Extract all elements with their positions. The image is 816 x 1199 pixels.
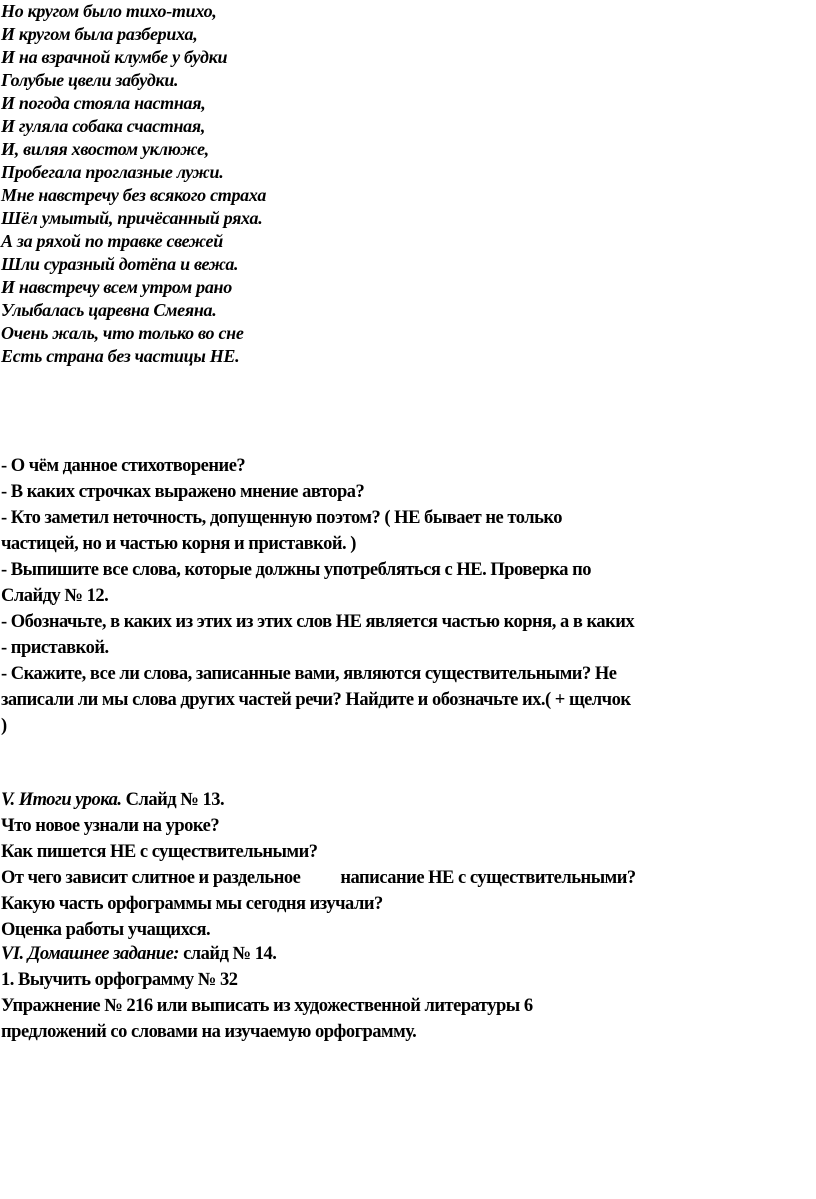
poem-line: И на взрачной клумбе у будки (1, 47, 228, 67)
section-line: Оценка работы учащихся. (1, 920, 211, 940)
section-results (1, 787, 813, 943)
section-heading-number: V. Итоги урока. (1, 790, 122, 810)
poem-line: И кругом была разбериха, (1, 24, 198, 44)
section-heading-slide: Слайд № 13. (121, 790, 225, 810)
poem-line: Шли суразный дотёпа и вежа. (1, 254, 239, 274)
question-line: записали ли мы слова других частей речи? Найдите и обозначьте их.( + щелчок (1, 690, 631, 710)
section-homework (1, 941, 813, 1045)
section-heading-number: VI. Домашнее задание: (1, 944, 179, 964)
poem-line: Но кругом было тихо-тихо, (1, 1, 217, 21)
question-line: - Скажите, все ли слова, записанные вами, являются существительными? Не (1, 664, 617, 684)
question-line: - Выпишите все слова, которые должны употребляться с НЕ. Проверка по (1, 560, 591, 580)
poem-line: И навстречу всем утром рано (1, 277, 232, 297)
question-line: - В каких строчках выражено мнение автора? (1, 482, 365, 502)
question-line: - Кто заметил неточность, допущенную поэтом? ( НЕ бывает не только (1, 508, 563, 528)
section-heading-slide: слайд № 14. (178, 944, 277, 964)
questions-block (1, 453, 813, 739)
section-line: Упражнение № 216 или выписать из художественной литературы 6 (1, 996, 533, 1016)
poem-line: А за ряхой по травке свежей (1, 231, 223, 251)
question-line: - Обозначьте, в каких из этих из этих слов НЕ является частью корня, а в каких (1, 612, 635, 632)
section-line (1, 865, 813, 891)
poem-line: И погода стояла настная, (1, 93, 206, 113)
poem-line: Очень жаль, что только во сне (1, 323, 244, 343)
poem-line: Мне навстречу без всякого страха (1, 185, 267, 205)
question-line: - О чём данное стихотворение? (1, 456, 246, 476)
poem-line: Голубые цвели забудки. (1, 70, 179, 90)
section-heading (1, 941, 813, 967)
poem (1, 0, 801, 368)
section-line: Как пишется НЕ с существительными? (1, 842, 318, 862)
question-line: частицей, но и частью корня и приставкой. ) (1, 534, 356, 554)
question-line: ) (1, 716, 7, 736)
question-line: Слайду № 12. (1, 586, 109, 606)
section-line: Что новое узнали на уроке? (1, 816, 220, 836)
poem-line: Шёл умытый, причёсанный ряха. (1, 208, 263, 228)
section-heading (1, 787, 813, 813)
section-line-part: От чего зависит слитное и раздельное (1, 868, 301, 888)
section-line-part: написание НЕ с существительными? (340, 868, 636, 888)
section-line: предложений со словами на изучаемую орфограмму. (1, 1022, 417, 1042)
question-line: - приставкой. (1, 638, 109, 658)
section-line: 1. Выучить орфограмму № 32 (1, 970, 238, 990)
poem-line: Есть страна без частицы НЕ. (1, 346, 240, 366)
poem-line: И гуляла собака счастная, (1, 116, 206, 136)
poem-line: Пробегала проглазные лужи. (1, 162, 224, 182)
poem-line: Улыбалась царевна Смеяна. (1, 300, 217, 320)
section-line: Какую часть орфограммы мы сегодня изучали? (1, 894, 383, 914)
poem-line: И, виляя хвостом уклюже, (1, 139, 209, 159)
